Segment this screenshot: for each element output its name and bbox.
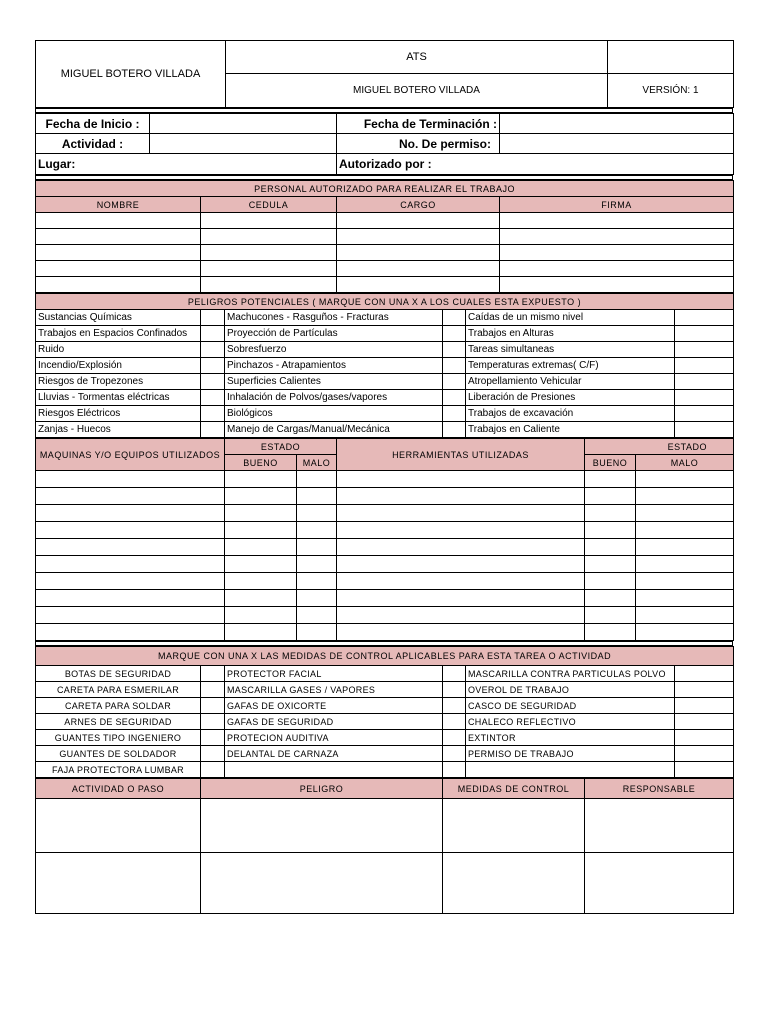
hazard-label: Manejo de Cargas/Manual/Mecánica bbox=[225, 422, 443, 438]
table-row bbox=[36, 505, 734, 522]
hazard-label: Trabajos en Espacios Confinados bbox=[36, 326, 201, 342]
hazard-check[interactable] bbox=[201, 422, 225, 438]
control-row bbox=[36, 714, 734, 730]
control-label bbox=[225, 762, 443, 778]
hazard-row bbox=[36, 374, 734, 390]
control-check[interactable] bbox=[443, 730, 466, 746]
hazard-label: Incendio/Explosión bbox=[36, 358, 201, 374]
hazard-check[interactable] bbox=[201, 406, 225, 422]
doc-owner: MIGUEL BOTERO VILLADA bbox=[226, 74, 608, 108]
hazard-row bbox=[36, 422, 734, 438]
control-label: CHALECO REFLECTIVO bbox=[466, 714, 675, 730]
control-check[interactable] bbox=[201, 682, 225, 698]
place-label: Lugar: bbox=[36, 154, 337, 175]
table-row bbox=[36, 539, 734, 556]
control-check[interactable] bbox=[675, 762, 734, 778]
hazard-check[interactable] bbox=[201, 390, 225, 406]
info-section bbox=[35, 113, 734, 175]
doc-title: ATS bbox=[226, 41, 608, 74]
end-date-field[interactable] bbox=[500, 114, 734, 134]
hazard-row bbox=[36, 310, 734, 326]
control-check[interactable] bbox=[675, 698, 734, 714]
table-row bbox=[36, 556, 734, 573]
control-row bbox=[36, 682, 734, 698]
col-id: CEDULA bbox=[201, 197, 337, 213]
hazard-row bbox=[36, 390, 734, 406]
table-row bbox=[36, 488, 734, 505]
company-name: MIGUEL BOTERO VILLADA bbox=[36, 41, 226, 108]
table-row bbox=[36, 213, 734, 229]
hazard-label: Pinchazos - Atrapamientos bbox=[225, 358, 443, 374]
hazard-check[interactable] bbox=[675, 406, 734, 422]
hazard-label: Caídas de un mismo nivel bbox=[466, 310, 675, 326]
controls-section bbox=[35, 646, 734, 778]
hazard-label: Ruido bbox=[36, 342, 201, 358]
hazard-check[interactable] bbox=[443, 390, 466, 406]
hazard-check[interactable] bbox=[201, 310, 225, 326]
tools-good-header: BUENO bbox=[585, 455, 636, 471]
table-row bbox=[36, 277, 734, 293]
control-check[interactable] bbox=[443, 762, 466, 778]
control-check[interactable] bbox=[443, 714, 466, 730]
hazard-label: Proyección de Partículas bbox=[225, 326, 443, 342]
machines-bad-header: MALO bbox=[297, 455, 337, 471]
version-label: VERSIÓN: 1 bbox=[608, 74, 734, 108]
hazard-row bbox=[36, 342, 734, 358]
control-row bbox=[36, 746, 734, 762]
control-check[interactable] bbox=[443, 666, 466, 682]
machines-header: MAQUINAS Y/O EQUIPOS UTILIZADOS bbox=[36, 439, 225, 471]
table-row bbox=[36, 624, 734, 641]
hazard-check[interactable] bbox=[675, 310, 734, 326]
control-label: ARNES DE SEGURIDAD bbox=[36, 714, 201, 730]
hazard-label: Riesgos Eléctricos bbox=[36, 406, 201, 422]
hazard-check[interactable] bbox=[443, 406, 466, 422]
start-date-label: Fecha de Inicio : bbox=[36, 114, 150, 134]
hazard-check[interactable] bbox=[201, 342, 225, 358]
control-label: GUANTES TIPO INGENIERO bbox=[36, 730, 201, 746]
control-label: CARETA PARA ESMERILAR bbox=[36, 682, 201, 698]
control-check[interactable] bbox=[201, 698, 225, 714]
control-label: OVEROL DE TRABAJO bbox=[466, 682, 675, 698]
control-check[interactable] bbox=[675, 666, 734, 682]
control-label bbox=[466, 762, 675, 778]
hazard-check[interactable] bbox=[443, 422, 466, 438]
control-label: FAJA PROTECTORA LUMBAR bbox=[36, 762, 201, 778]
col-hazard: PELIGRO bbox=[201, 779, 443, 799]
col-signature: FIRMA bbox=[500, 197, 734, 213]
hazard-row bbox=[36, 406, 734, 422]
personnel-title: PERSONAL AUTORIZADO PARA REALIZAR EL TRABAJO bbox=[36, 181, 734, 197]
col-control-measures: MEDIDAS DE CONTROL bbox=[443, 779, 585, 799]
control-label: CARETA PARA SOLDAR bbox=[36, 698, 201, 714]
control-check[interactable] bbox=[201, 666, 225, 682]
control-check[interactable] bbox=[443, 698, 466, 714]
hazard-label: Atropellamiento Vehicular bbox=[466, 374, 675, 390]
hazard-label: Biológicos bbox=[225, 406, 443, 422]
control-check[interactable] bbox=[675, 730, 734, 746]
control-check[interactable] bbox=[675, 682, 734, 698]
control-label: GAFAS DE OXICORTE bbox=[225, 698, 443, 714]
tools-state-header: ESTADO bbox=[585, 439, 734, 455]
permit-field[interactable] bbox=[500, 134, 734, 154]
hazard-check[interactable] bbox=[443, 310, 466, 326]
hazard-label: Trabajos en Caliente bbox=[466, 422, 675, 438]
hazard-check[interactable] bbox=[675, 422, 734, 438]
personnel-section bbox=[35, 180, 734, 293]
control-label: PROTECTOR FACIAL bbox=[225, 666, 443, 682]
permit-label: No. De permiso: bbox=[337, 134, 500, 154]
hazard-label: Tareas simultaneas bbox=[466, 342, 675, 358]
hazard-check[interactable] bbox=[443, 326, 466, 342]
col-activity-step: ACTIVIDAD O PASO bbox=[36, 779, 201, 799]
hazard-check[interactable] bbox=[675, 342, 734, 358]
control-label: GUANTES DE SOLDADOR bbox=[36, 746, 201, 762]
hazard-label: Sobresfuerzo bbox=[225, 342, 443, 358]
hazard-label: Temperaturas extremas( C/F) bbox=[466, 358, 675, 374]
hazard-row bbox=[36, 358, 734, 374]
controls-title: MARQUE CON UNA X LAS MEDIDAS DE CONTROL APLICABLES PARA ESTA TAREA O ACTIVIDAD bbox=[36, 647, 734, 666]
hazard-label: Trabajos en Alturas bbox=[466, 326, 675, 342]
hazard-check[interactable] bbox=[443, 374, 466, 390]
activity-field[interactable] bbox=[150, 134, 337, 154]
hazard-check[interactable] bbox=[443, 358, 466, 374]
table-row bbox=[36, 853, 734, 914]
hazard-label: Riesgos de Tropezones bbox=[36, 374, 201, 390]
start-date-field[interactable] bbox=[150, 114, 337, 134]
hazard-check[interactable] bbox=[201, 358, 225, 374]
hazard-label: Superficies Calientes bbox=[225, 374, 443, 390]
equipment-section bbox=[35, 438, 734, 641]
hazard-label: Sustancias Químicas bbox=[36, 310, 201, 326]
control-check[interactable] bbox=[201, 762, 225, 778]
machines-state-header: ESTADO bbox=[225, 439, 337, 455]
table-row bbox=[36, 590, 734, 607]
hazard-label: Inhalación de Polvos/gases/vapores bbox=[225, 390, 443, 406]
control-label: CASCO DE SEGURIDAD bbox=[466, 698, 675, 714]
control-label: DELANTAL DE CARNAZA bbox=[225, 746, 443, 762]
analysis-section bbox=[35, 778, 734, 914]
control-check[interactable] bbox=[201, 730, 225, 746]
control-label: GAFAS DE SEGURIDAD bbox=[225, 714, 443, 730]
hazard-label: Lluvias - Tormentas eléctricas bbox=[36, 390, 201, 406]
table-row bbox=[36, 573, 734, 590]
control-label: PROTECION AUDITIVA bbox=[225, 730, 443, 746]
control-check[interactable] bbox=[201, 746, 225, 762]
hazard-check[interactable] bbox=[675, 358, 734, 374]
authorized-label: Autorizado por : bbox=[337, 154, 734, 175]
hazard-check[interactable] bbox=[675, 326, 734, 342]
control-check[interactable] bbox=[675, 746, 734, 762]
control-row bbox=[36, 762, 734, 778]
control-label: BOTAS DE SEGURIDAD bbox=[36, 666, 201, 682]
control-label: EXTINTOR bbox=[466, 730, 675, 746]
hazard-label: Machucones - Rasguños - Fracturas bbox=[225, 310, 443, 326]
hazard-check[interactable] bbox=[201, 374, 225, 390]
table-row bbox=[36, 261, 734, 277]
table-row bbox=[36, 799, 734, 853]
hazard-label: Trabajos de excavación bbox=[466, 406, 675, 422]
control-row bbox=[36, 666, 734, 682]
machines-good-header: BUENO bbox=[225, 455, 297, 471]
col-responsible: RESPONSABLE bbox=[585, 779, 734, 799]
control-label: MASCARILLA CONTRA PARTICULAS POLVO bbox=[466, 666, 675, 682]
header-blank-cell bbox=[608, 41, 734, 74]
control-check[interactable] bbox=[443, 682, 466, 698]
tools-bad-header: MALO bbox=[636, 455, 734, 471]
hazard-check[interactable] bbox=[675, 374, 734, 390]
control-row bbox=[36, 730, 734, 746]
hazards-section bbox=[35, 293, 734, 438]
control-check[interactable] bbox=[201, 714, 225, 730]
hazard-row bbox=[36, 326, 734, 342]
table-row bbox=[36, 245, 734, 261]
activity-label: Actividad : bbox=[36, 134, 150, 154]
end-date-label: Fecha de Terminación : bbox=[337, 114, 500, 134]
ats-form bbox=[35, 40, 733, 914]
hazard-check[interactable] bbox=[443, 342, 466, 358]
table-row bbox=[36, 229, 734, 245]
form-header bbox=[35, 40, 734, 108]
control-row bbox=[36, 698, 734, 714]
hazard-label: Liberación de Presiones bbox=[466, 390, 675, 406]
table-row bbox=[36, 607, 734, 624]
control-label: PERMISO DE TRABAJO bbox=[466, 746, 675, 762]
tools-header: HERRAMIENTAS UTILIZADAS bbox=[337, 439, 585, 471]
control-label: MASCARILLA GASES / VAPORES bbox=[225, 682, 443, 698]
col-name: NOMBRE bbox=[36, 197, 201, 213]
table-row bbox=[36, 522, 734, 539]
control-check[interactable] bbox=[443, 746, 466, 762]
control-check[interactable] bbox=[675, 714, 734, 730]
hazards-title: PELIGROS POTENCIALES ( MARQUE CON UNA X A LOS CUALES ESTA EXPUESTO ) bbox=[36, 294, 734, 310]
hazard-check[interactable] bbox=[201, 326, 225, 342]
hazard-label: Zanjas - Huecos bbox=[36, 422, 201, 438]
hazard-check[interactable] bbox=[675, 390, 734, 406]
col-role: CARGO bbox=[337, 197, 500, 213]
table-row bbox=[36, 471, 734, 488]
